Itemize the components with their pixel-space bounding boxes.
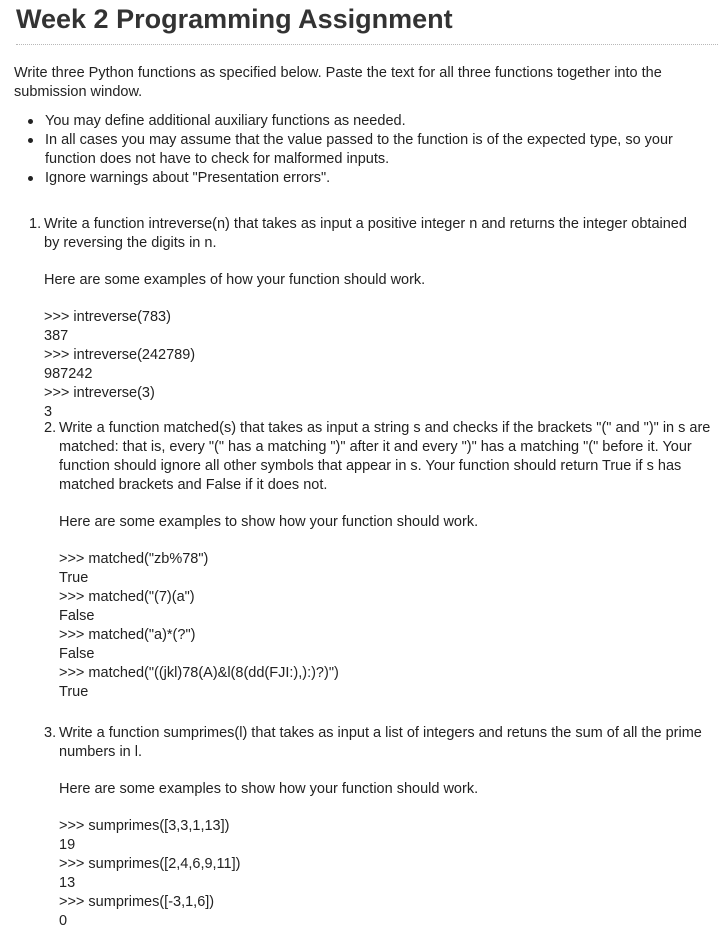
examples-intro: Here are some examples to show how your function should work. bbox=[59, 514, 479, 530]
question-description: Write a function intreverse(n) that takes as input a positive integer n and returns the integer obtained by reversing the digits in n. bbox=[44, 216, 687, 251]
instruction-item bbox=[20, 112, 710, 131]
example-line: >>> intreverse(242789) bbox=[44, 347, 196, 363]
question-3 bbox=[44, 724, 716, 931]
example-block bbox=[59, 550, 716, 702]
example-block bbox=[44, 308, 699, 422]
example-line: >>> matched("((jkl)78(A)&l(8(dd(FJI:),):)?)") bbox=[59, 665, 339, 681]
question-description: Write a function sumprimes(l) that takes as input a list of integers and retuns the sum of all the prime numbers in l. bbox=[59, 725, 702, 760]
intro-paragraph: Write three Python functions as specified below. Paste the text for all three functions together into the submission window. bbox=[14, 65, 662, 100]
example-line: 3 bbox=[44, 404, 53, 420]
example-line: 0 bbox=[59, 913, 68, 929]
page-title: Week 2 Programming Assignment bbox=[16, 4, 453, 34]
instruction-text: You may define additional auxiliary functions as needed. bbox=[45, 113, 406, 129]
question-1 bbox=[29, 215, 699, 422]
bullet-icon bbox=[28, 176, 33, 181]
example-line: True bbox=[59, 570, 89, 586]
question-number: 2. bbox=[44, 420, 57, 436]
title-divider bbox=[16, 44, 718, 45]
example-line: >>> matched("a)*(?") bbox=[59, 627, 196, 643]
example-line: >>> matched("(7)(a") bbox=[59, 589, 195, 605]
instruction-text: Ignore warnings about "Presentation errors". bbox=[45, 170, 331, 186]
example-block bbox=[59, 817, 716, 931]
example-line: 987242 bbox=[44, 366, 93, 382]
examples-intro: Here are some examples of how your function should work. bbox=[44, 272, 426, 288]
question-description: Write a function matched(s) that takes as input a string s and checks if the brackets "(" and ")" in s are matched: that is, every "(" has a matching ")" after it and every ")" has a matching "(" before it. Your function should ignore all other symbols that appear in s. Your function should return True if s has matched brackets and False if it does not. bbox=[59, 420, 711, 493]
instruction-text: In all cases you may assume that the value passed to the function is of the expected type, so your function does not have to check for malformed inputs. bbox=[45, 132, 673, 167]
example-line: False bbox=[59, 646, 95, 662]
example-line: >>> matched("zb%78") bbox=[59, 551, 209, 567]
example-line: >>> intreverse(783) bbox=[44, 309, 171, 325]
question-number: 3. bbox=[44, 725, 57, 741]
question-number: 1. bbox=[29, 216, 42, 232]
example-line: 387 bbox=[44, 328, 69, 344]
example-line: >>> sumprimes([3,3,1,13]) bbox=[59, 818, 230, 834]
instruction-item bbox=[20, 169, 710, 188]
question-2 bbox=[44, 419, 716, 702]
example-line: 13 bbox=[59, 875, 76, 891]
example-line: False bbox=[59, 608, 95, 624]
bullet-icon bbox=[28, 138, 33, 143]
example-line: True bbox=[59, 684, 89, 700]
example-line: >>> sumprimes([-3,1,6]) bbox=[59, 894, 215, 910]
examples-intro: Here are some examples to show how your function should work. bbox=[59, 781, 479, 797]
bullet-icon bbox=[28, 119, 33, 124]
example-line: 19 bbox=[59, 837, 76, 853]
instruction-item bbox=[20, 131, 710, 169]
instruction-list bbox=[20, 112, 710, 188]
example-line: >>> intreverse(3) bbox=[44, 385, 155, 401]
example-line: >>> sumprimes([2,4,6,9,11]) bbox=[59, 856, 241, 872]
